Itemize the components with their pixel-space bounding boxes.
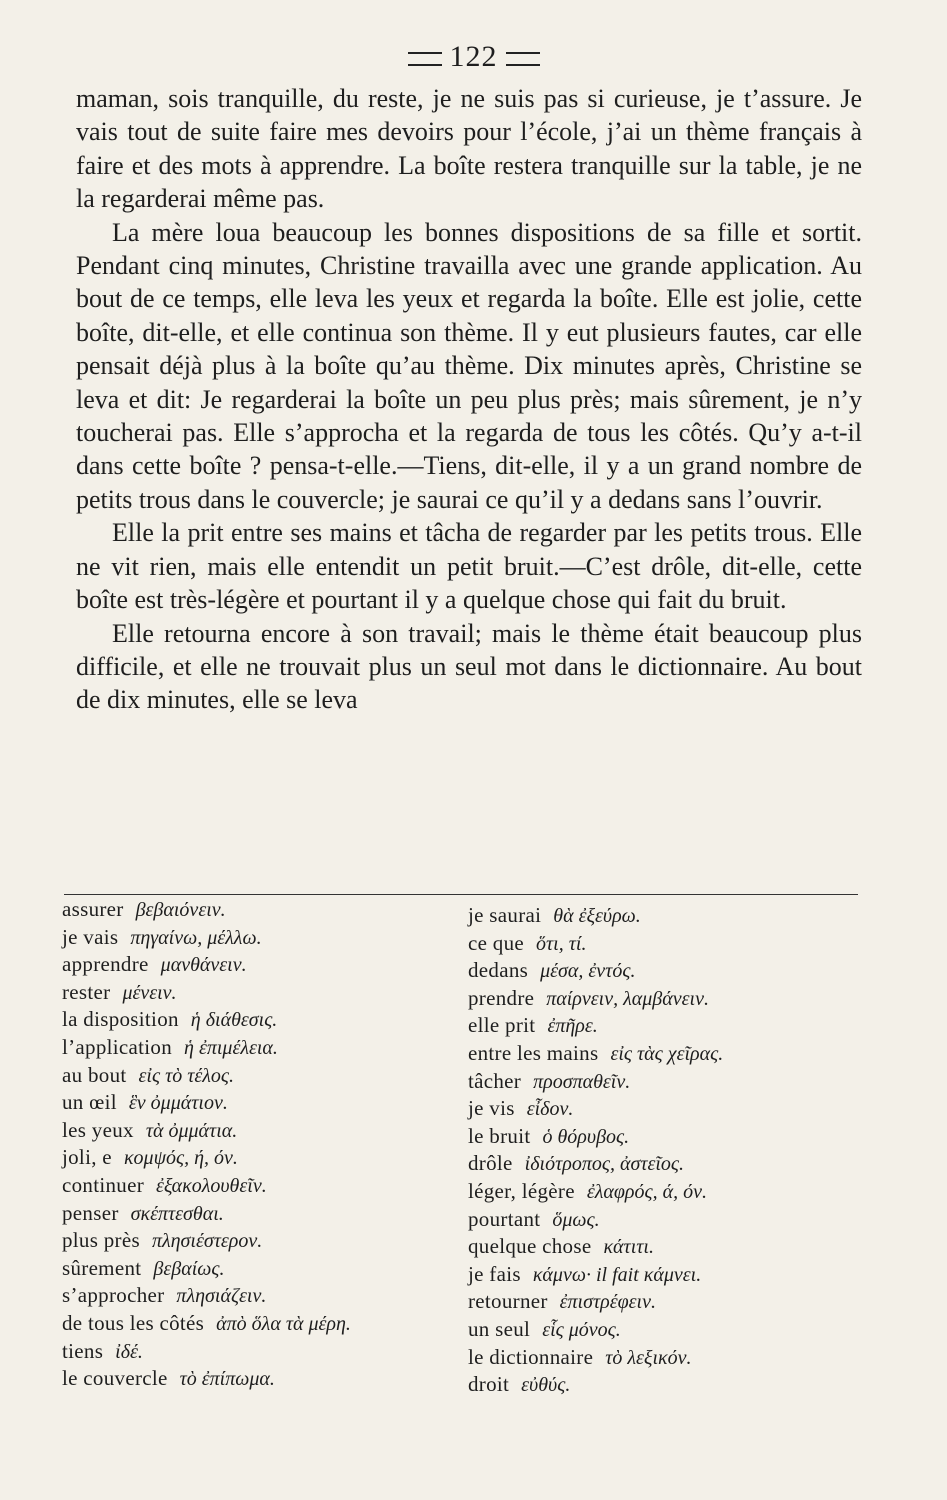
greek-translation: ἰδέ. bbox=[115, 1340, 143, 1363]
french-term: je vais bbox=[62, 924, 119, 949]
glossary-entry bbox=[62, 1338, 452, 1366]
french-term: s’approcher bbox=[62, 1283, 165, 1308]
greek-translation: βεβαιόνειν. bbox=[135, 899, 226, 921]
greek-translation: ὅτι, τί. bbox=[536, 932, 587, 955]
glossary-entry bbox=[468, 1040, 868, 1068]
greek-translation: ἡ διάθεσις. bbox=[190, 1009, 278, 1032]
glossary-entry bbox=[468, 957, 868, 985]
french-term: je fais bbox=[468, 1261, 521, 1286]
greek-translation: εἰς τὰς χεῖρας. bbox=[610, 1042, 724, 1065]
greek-translation: προσπαθεῖν. bbox=[533, 1070, 631, 1093]
footnote-divider bbox=[64, 894, 858, 895]
french-term: entre les mains bbox=[468, 1040, 599, 1065]
french-term: penser bbox=[62, 1200, 119, 1225]
greek-translation: τὸ ἐπίπωμα. bbox=[179, 1368, 275, 1391]
greek-translation: εἰς τὸ τέλος. bbox=[138, 1064, 235, 1087]
french-term: dedans bbox=[468, 958, 529, 983]
glossary-entry bbox=[468, 1261, 868, 1289]
french-term: assurer bbox=[62, 897, 124, 921]
glossary-entry bbox=[468, 1288, 868, 1316]
greek-translation: μέσα, ἐντός. bbox=[540, 960, 636, 983]
glossary-entry bbox=[468, 1150, 868, 1178]
header-ornament-right bbox=[506, 52, 540, 66]
glossary-entry bbox=[468, 1178, 868, 1206]
greek-translation: πλησιέστερον. bbox=[151, 1230, 263, 1253]
french-term: tâcher bbox=[468, 1068, 522, 1093]
french-term: au bout bbox=[62, 1062, 127, 1087]
glossary-entry bbox=[62, 1172, 452, 1200]
glossary-entry bbox=[468, 1316, 868, 1344]
glossary-entry bbox=[62, 1200, 452, 1228]
greek-translation: πηγαίνω, μέλλω. bbox=[130, 926, 262, 949]
french-term: elle prit bbox=[468, 1013, 536, 1038]
glossary-entry bbox=[62, 1282, 452, 1310]
greek-translation: κομψός, ή, όν. bbox=[123, 1147, 238, 1170]
french-term: droit bbox=[468, 1372, 510, 1397]
glossary-entry bbox=[468, 1206, 868, 1234]
paragraph-1: maman, sois tranquille, du reste, je ne suis pas si curieuse, je t’assure. Je vais tout de suite faire mes devoirs pour l’école, j’ai un thème français à faire et des mots à apprendre. La boîte restera tranquille sur la table, je ne la regarderai même pas. bbox=[76, 84, 862, 214]
greek-translation: ἓν ὀμμάτιον. bbox=[128, 1092, 228, 1115]
french-term: retourner bbox=[468, 1289, 548, 1314]
french-term: le bruit bbox=[468, 1123, 531, 1148]
glossary-entry bbox=[468, 1068, 868, 1096]
page-header bbox=[0, 40, 947, 74]
greek-translation: σκέπτεσθαι. bbox=[130, 1202, 224, 1225]
glossary-entry bbox=[468, 1371, 868, 1399]
greek-translation: εὐθύς. bbox=[521, 1374, 571, 1397]
glossary-entry bbox=[468, 1095, 868, 1123]
glossary-entry bbox=[62, 1117, 452, 1145]
greek-translation: μανθάνειν. bbox=[160, 954, 247, 977]
greek-translation: πλησιάζειν. bbox=[176, 1285, 267, 1308]
header-ornament-left bbox=[408, 52, 442, 66]
french-term: le dictionnaire bbox=[468, 1344, 594, 1369]
french-term: joli, e bbox=[62, 1145, 112, 1170]
french-term: prendre bbox=[468, 985, 535, 1010]
glossary-entry bbox=[62, 1144, 452, 1172]
paragraph-4: Elle retourna encore à son travail; mais le thème était beaucoup plus difficile, et elle ne trouvait plus un seul mot dans le dictionnaire. Au bout de dix minutes, elle se leva bbox=[76, 618, 862, 715]
glossary-entry bbox=[62, 1227, 452, 1255]
french-term: ce que bbox=[468, 930, 525, 955]
glossary-entry bbox=[468, 1012, 868, 1040]
french-term: un seul bbox=[468, 1316, 531, 1341]
greek-translation: βεβαίως. bbox=[153, 1257, 225, 1280]
greek-translation: κάτιτι. bbox=[603, 1236, 654, 1259]
greek-translation: ὁ θόρυβος. bbox=[542, 1125, 630, 1148]
greek-translation: εἶδον. bbox=[526, 1098, 574, 1121]
glossary-entry bbox=[468, 930, 868, 958]
glossary-entry bbox=[62, 951, 452, 979]
glossary-entry bbox=[468, 1344, 868, 1372]
glossary-entry bbox=[468, 1123, 868, 1151]
glossary-entry bbox=[62, 1006, 452, 1034]
glossary-left-column bbox=[62, 896, 452, 1393]
french-term: plus près bbox=[62, 1228, 140, 1253]
greek-translation: ἀπὸ ὅλα τὰ μέρη. bbox=[216, 1312, 351, 1335]
greek-translation: κάμνω· il fait κάμνει. bbox=[532, 1263, 702, 1286]
french-term: quelque chose bbox=[468, 1234, 592, 1259]
glossary-entry bbox=[468, 985, 868, 1013]
glossary-entry bbox=[468, 902, 868, 930]
french-term: pourtant bbox=[468, 1206, 541, 1231]
paragraph-3: Elle la prit entre ses mains et tâcha de regarder par les petits trous. Elle ne vit rien, mais elle entendit un petit bruit.—C’est drôle, dit-elle, cette boîte est très-légère et pourtant il y a quelque chose qui fait du bruit. bbox=[76, 518, 862, 615]
greek-translation: τὰ ὀμμάτια. bbox=[145, 1119, 238, 1142]
greek-translation: ἐξακολουθεῖν. bbox=[156, 1174, 267, 1197]
french-term: les yeux bbox=[62, 1117, 134, 1142]
french-term: l’application bbox=[62, 1034, 173, 1059]
greek-translation: ἐπῆρε. bbox=[547, 1015, 598, 1038]
glossary-entry bbox=[62, 896, 452, 924]
french-term: continuer bbox=[62, 1172, 145, 1197]
french-term: je vis bbox=[468, 1096, 515, 1121]
french-term: le couvercle bbox=[62, 1366, 168, 1391]
glossary-entry bbox=[62, 1255, 452, 1283]
french-term: de tous les côtés bbox=[62, 1310, 205, 1335]
greek-translation: ἡ ἐπιμέλεια. bbox=[184, 1036, 278, 1059]
greek-translation: θὰ ἐξεύρω. bbox=[553, 905, 641, 927]
paragraph-2: La mère loua beaucoup les bonnes dispositions de sa fille et sortit. Pendant cinq minutes, Christine travailla avec une grande application. Au bout de ce temps, elle leva les yeux et regarda la boîte. Elle est jolie, cette boîte, dit-elle, et elle continua son thème. Il y eut plusieurs fautes, car elle pensait déjà plus à la boîte qu’au thème. Dix minutes après, Christine se leva et dit: Je regarderai la boîte un peu plus près; mais sûrement, je n’y toucherai pas. Elle s’approcha et la regarda de tous les côtés. Qu’y a-t-il dans cette boîte ? pensa-t-elle.—Tiens, dit-elle, il y a un grand nombre de petits trous dans le couvercle; je saurai ce qu’il y a dedans sans l’ouvrir. bbox=[76, 217, 862, 514]
french-term: tiens bbox=[62, 1338, 104, 1363]
greek-translation: εἷς μόνος. bbox=[542, 1318, 621, 1341]
glossary-entry bbox=[62, 979, 452, 1007]
french-term: apprendre bbox=[62, 952, 149, 977]
french-term: je saurai bbox=[468, 903, 542, 927]
glossary-entry bbox=[62, 1089, 452, 1117]
glossary-entry bbox=[62, 1310, 452, 1338]
greek-translation: παίρνειν, λαμβάνειν. bbox=[546, 987, 709, 1010]
french-term: un œil bbox=[62, 1090, 117, 1115]
greek-translation: ὅμως. bbox=[552, 1208, 600, 1231]
greek-translation: μένειν. bbox=[122, 981, 177, 1004]
body-text bbox=[76, 82, 862, 717]
french-term: rester bbox=[62, 979, 111, 1004]
french-term: léger, légère bbox=[468, 1178, 575, 1203]
glossary-entry bbox=[62, 1062, 452, 1090]
greek-translation: τὸ λεξικόν. bbox=[605, 1346, 692, 1369]
page-number: 122 bbox=[449, 40, 498, 73]
glossary-entry bbox=[62, 1365, 452, 1393]
greek-translation: ἐλαφρός, ά, όν. bbox=[586, 1180, 708, 1203]
french-term: drôle bbox=[468, 1151, 513, 1176]
glossary-entry bbox=[62, 1034, 452, 1062]
greek-translation: ἰδιότροπος, ἀστεῖος. bbox=[524, 1153, 685, 1176]
greek-translation: ἐπιστρέφειν. bbox=[559, 1291, 656, 1314]
glossary-right-column bbox=[468, 902, 868, 1399]
glossary-entry bbox=[62, 924, 452, 952]
french-term: sûrement bbox=[62, 1255, 142, 1280]
french-term: la disposition bbox=[62, 1007, 179, 1032]
glossary-entry bbox=[468, 1233, 868, 1261]
